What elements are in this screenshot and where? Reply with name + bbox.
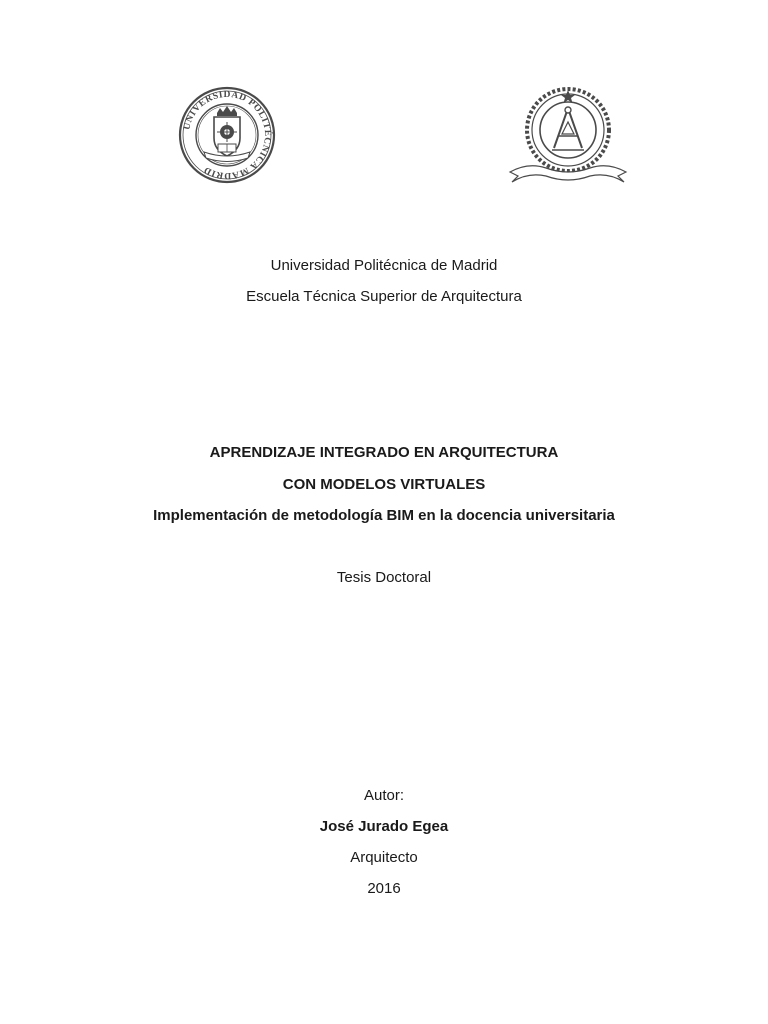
thesis-title-line-2: CON MODELOS VIRTUALES xyxy=(282,476,486,493)
school-name: Escuela Técnica Superior de Arquitectura xyxy=(246,288,522,305)
etsam-emblem-icon xyxy=(506,86,630,186)
author-profession: Arquitecto xyxy=(350,849,418,866)
thesis-subtitle: Implementación de metodología BIM en la docencia universitaria xyxy=(153,507,615,524)
author-name: José Jurado Egea xyxy=(319,818,449,835)
thesis-title-line-1: APRENDIZAJE INTEGRADO EN ARQUITECTURA xyxy=(209,444,559,461)
upm-seal-icon xyxy=(178,86,276,184)
university-name: Universidad Politécnica de Madrid xyxy=(270,257,498,274)
thesis-year: 2016 xyxy=(367,880,401,897)
thesis-type: Tesis Doctoral xyxy=(336,569,432,586)
svg-text:UNIVERSIDAD POLITÉCNICA MADRID: UNIVERSIDAD POLITÉCNICA MADRID xyxy=(182,89,273,181)
author-label: Autor: xyxy=(363,787,405,804)
